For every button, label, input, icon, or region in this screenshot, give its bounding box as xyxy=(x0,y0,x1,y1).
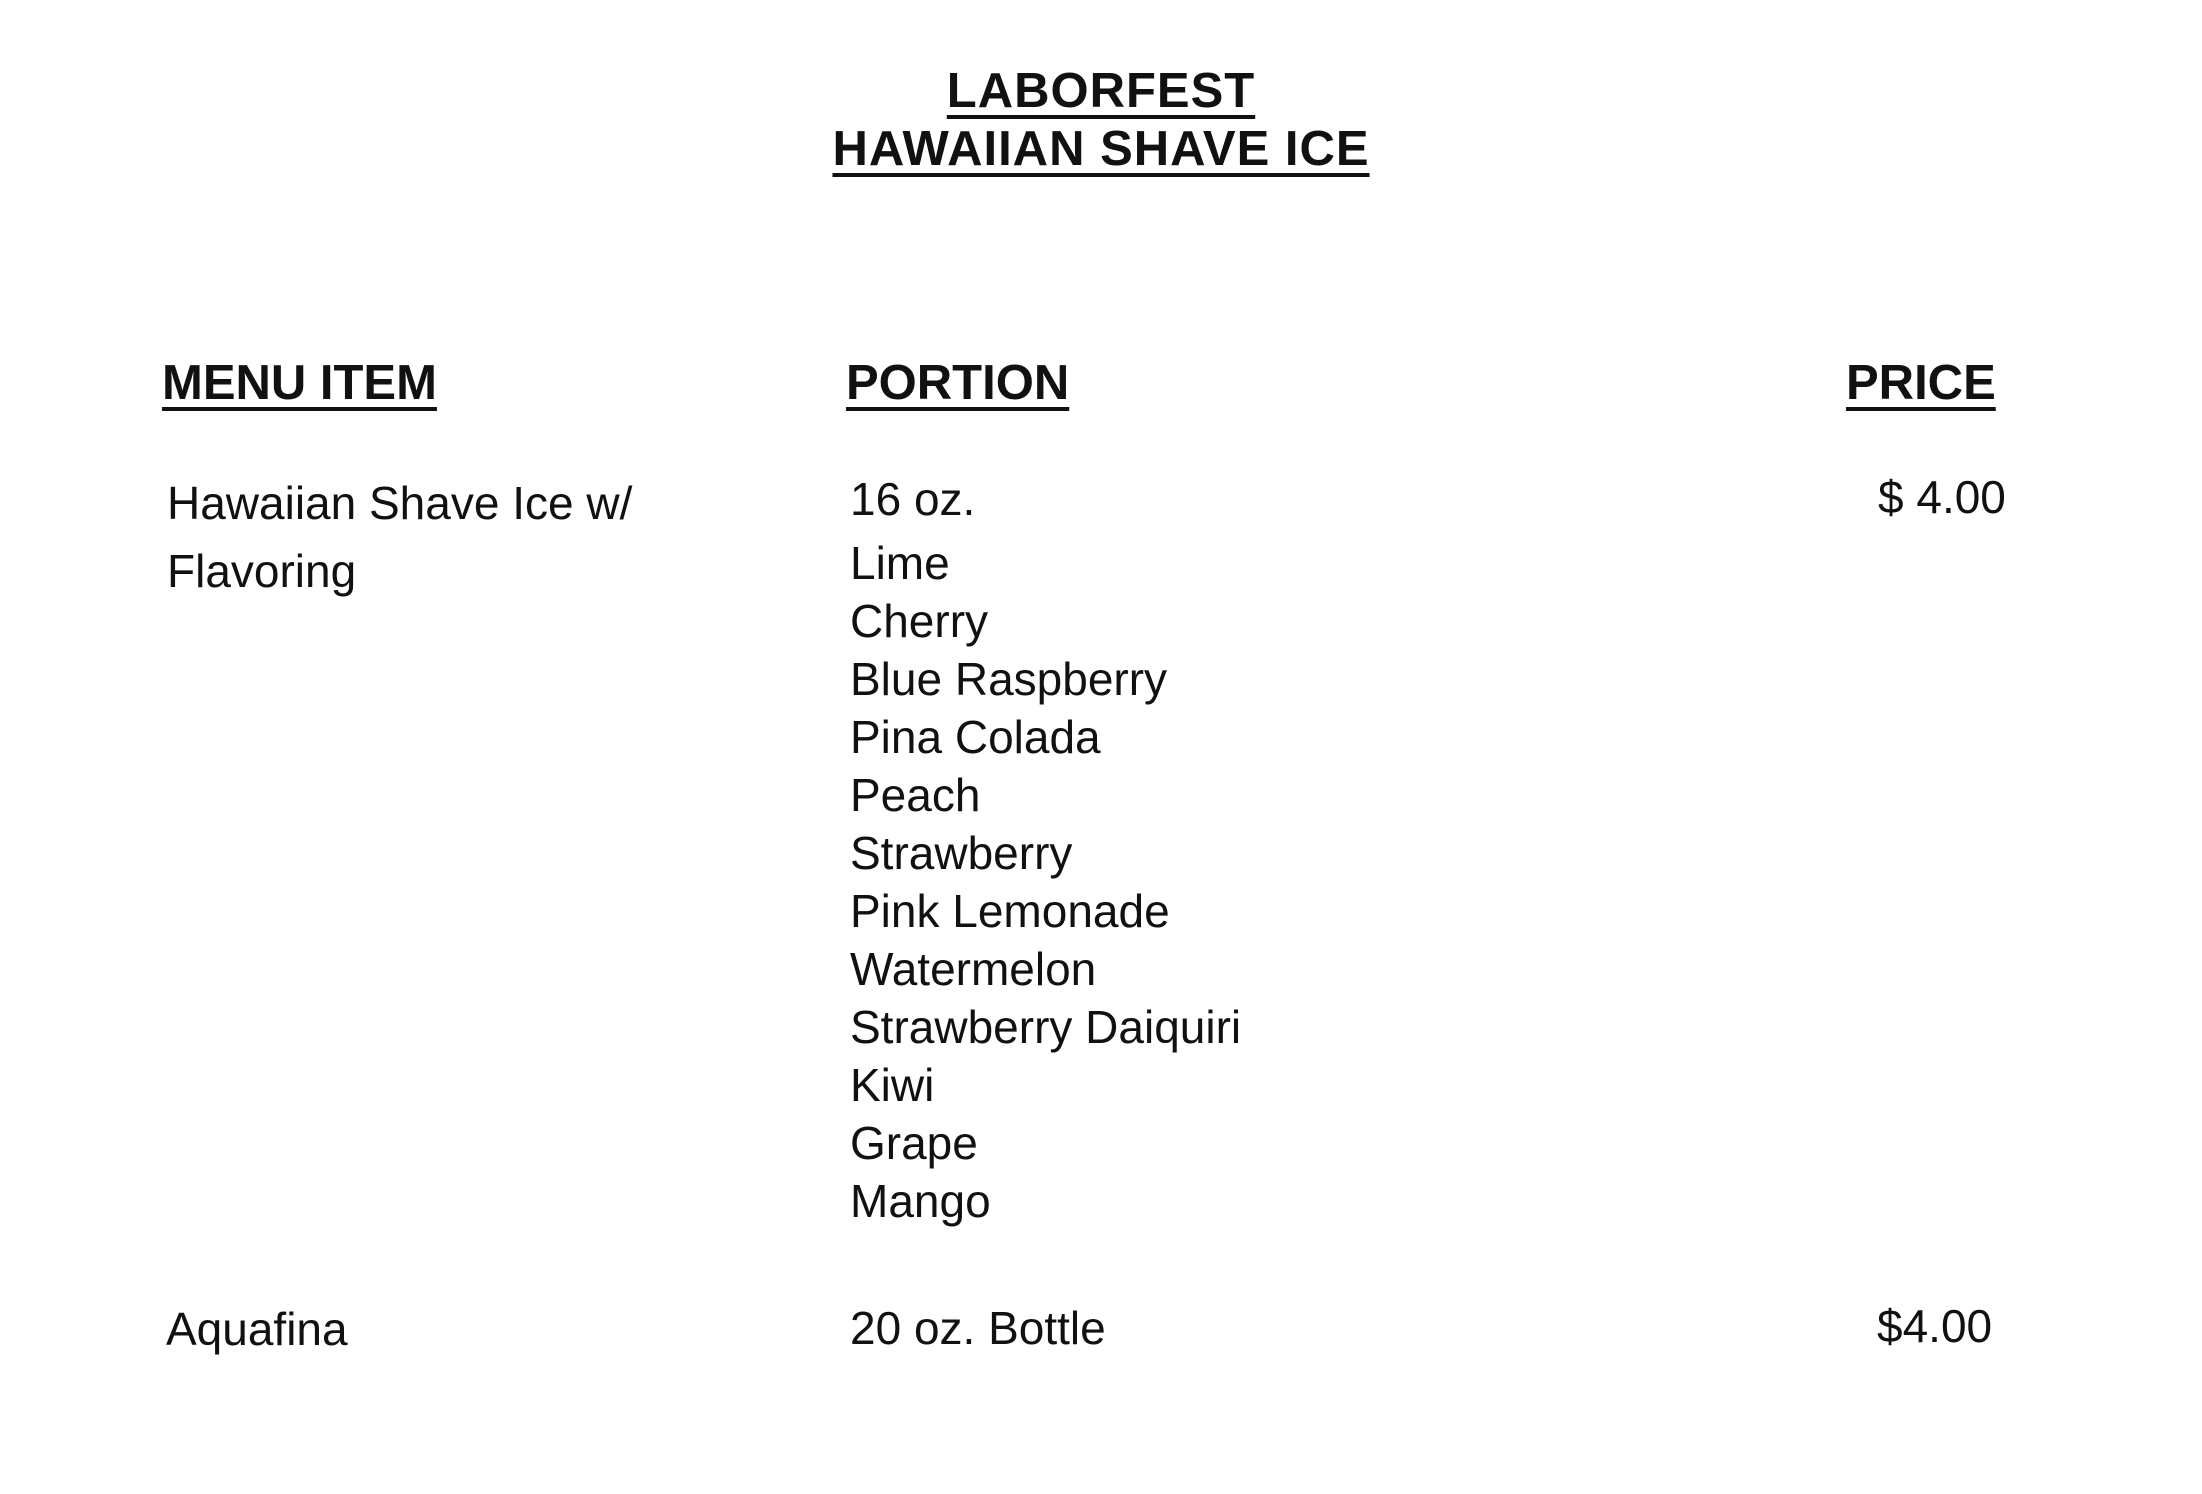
item-name-shave-ice: Hawaiian Shave Ice w/ Flavoring xyxy=(167,477,633,597)
flavor-item: Peach xyxy=(850,769,981,821)
item-price-shave-ice: $ 4.00 xyxy=(1878,471,2006,523)
title-event: LABORFEST xyxy=(946,64,1256,118)
flavor-item: Kiwi xyxy=(850,1059,935,1111)
flavor-item: Grape xyxy=(850,1117,978,1169)
menu-title xyxy=(0,62,2202,178)
flavor-item: Blue Raspberry xyxy=(850,653,1168,705)
item-name-aquafina: Aquafina xyxy=(166,1303,348,1355)
flavor-list xyxy=(850,534,1241,1230)
header-menu-item: MENU ITEM xyxy=(162,356,437,410)
item-price-aquafina: $4.00 xyxy=(1877,1300,1993,1352)
flavor-item: Pina Colada xyxy=(850,711,1101,763)
flavor-item: Cherry xyxy=(850,595,989,647)
item-portion-shave-ice: 16 oz. xyxy=(850,473,976,525)
title-vendor: HAWAIIAN SHAVE ICE xyxy=(832,122,1370,176)
header-price: PRICE xyxy=(1846,356,1996,410)
flavor-item: Strawberry Daiquiri xyxy=(850,1001,1242,1053)
flavor-item: Pink Lemonade xyxy=(850,885,1170,937)
item-portion-aquafina: 20 oz. Bottle xyxy=(850,1302,1106,1354)
flavor-item: Strawberry xyxy=(850,827,1073,879)
flavor-item: Watermelon xyxy=(850,943,1097,995)
header-portion: PORTION xyxy=(846,356,1070,410)
flavor-item: Lime xyxy=(850,537,950,589)
flavor-item: Mango xyxy=(850,1175,991,1227)
